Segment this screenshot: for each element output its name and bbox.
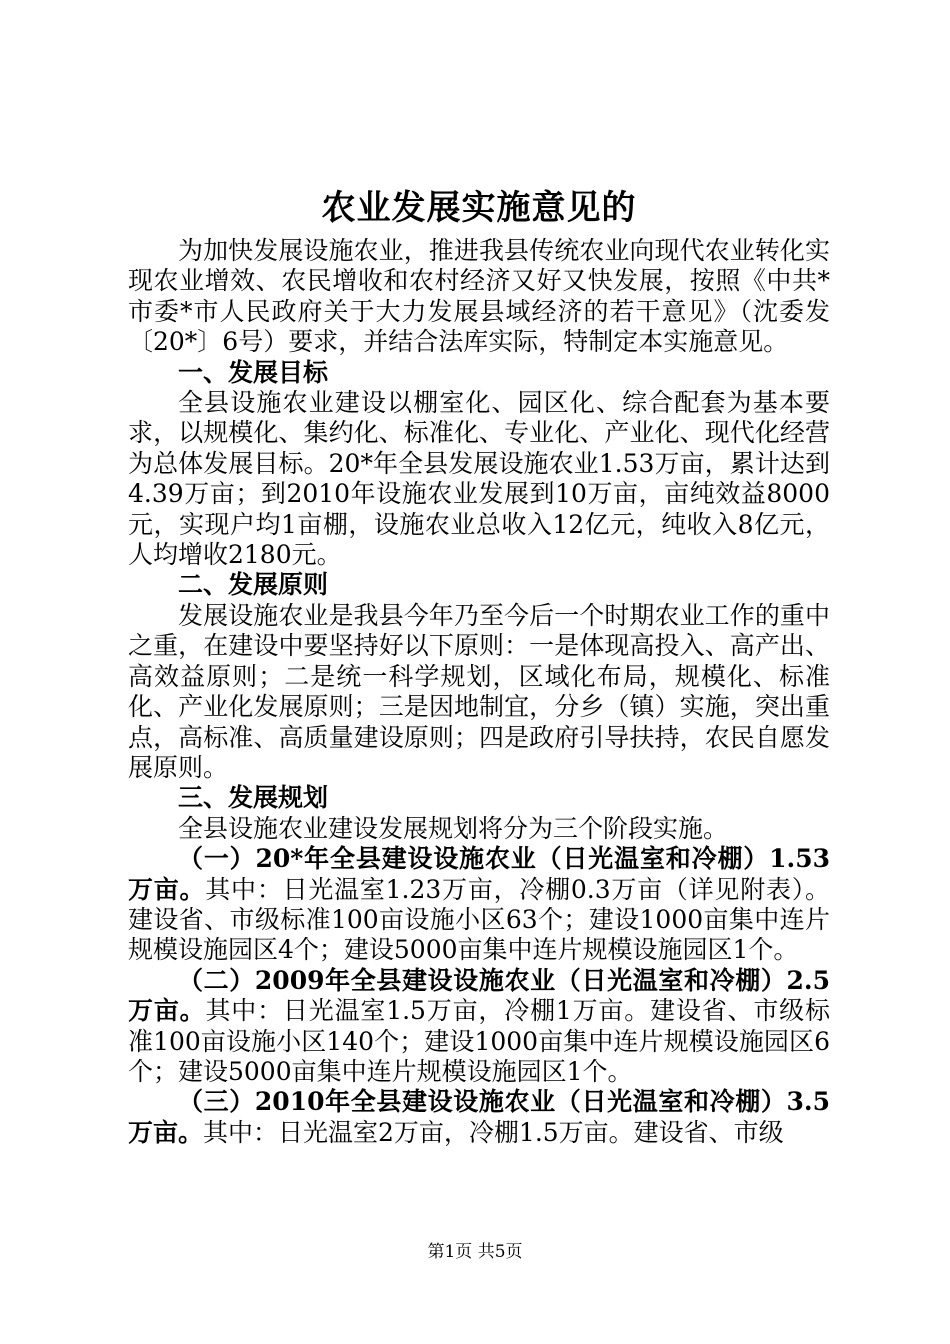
subsection-lead: （一）20*年全县建设设施农业（日光温室和冷棚）1.53万亩。 <box>128 844 830 904</box>
subsection-paragraph <box>128 1087 830 1148</box>
subsection-text: 其中：日光温室1.23万亩，冷棚0.3万亩（详见附表）。建设省、市级标准100亩设施小区63个；建设1000亩集中连片规模设施园区4个；建设5000亩集中连片规模设施园区1个。 <box>128 874 830 965</box>
document-body <box>128 236 830 1148</box>
subsection-paragraph <box>128 844 830 966</box>
subsection-lead: （二）2009年全县建设设施农业（日光温室和冷棚）2.5万亩。 <box>128 965 830 1026</box>
subsection-text: 其中：日光温室2万亩，冷棚1.5万亩。建设省、市级 <box>203 1117 784 1147</box>
subsection-paragraph <box>128 966 830 1088</box>
document-title: 农业发展实施意见的 <box>321 188 637 228</box>
page-footer: 第1页 共5页 <box>427 1242 523 1262</box>
section-heading: 二、发展原则 <box>178 570 329 600</box>
body-paragraph: 全县设施农业建设以棚室化、园区化、综合配套为基本要求，以规模化、集约化、标准化、专业化、产业化、现代化经营为总体发展目标。20*年全县发展设施农业1.53万亩，累计达到4.39万亩；到2010年设施农业发展到10万亩，亩纯效益8000元，实现户均1亩棚，设施农业总收入12亿元，纯收入8亿元，人均增收2180元。 <box>128 388 830 570</box>
subsection-text: 其中：日光温室1.5万亩，冷棚1万亩。建设省、市级标准100亩设施小区140个；建设1000亩集中连片规模设施园区6个；建设5000亩集中连片规模设施园区1个。 <box>128 996 830 1086</box>
section-heading: 一、发展目标 <box>178 357 329 387</box>
body-paragraph: 发展设施农业是我县今年乃至今后一个时期农业工作的重中之重，在建设中要坚持好以下原则：一是体现高投入、高产出、高效益原则；二是统一科学规划，区域化布局，规模化、标准化、产业化发展原则；三是因地制宜，分乡（镇）实施，突出重点，高标准、高质量建设原则；四是政府引导扶持，农民自愿发展原则。 <box>128 600 830 782</box>
section-heading: 三、发展规划 <box>178 783 329 813</box>
body-paragraph: 为加快发展设施农业，推进我县传统农业向现代农业转化实现农业增效、农民增收和农村经济又好又快发展，按照《中共*市委*市人民政府关于大力发展县域经济的若干意见》（沈委发〔20*〕6号）要求，并结合法库实际，特制定本实施意见。 <box>128 236 830 357</box>
subsection-lead: （三）2010年全县建设设施农业（日光温室和冷棚）3.5万亩。 <box>128 1087 830 1147</box>
body-paragraph: 全县设施农业建设发展规划将分为三个阶段实施。 <box>178 813 729 843</box>
